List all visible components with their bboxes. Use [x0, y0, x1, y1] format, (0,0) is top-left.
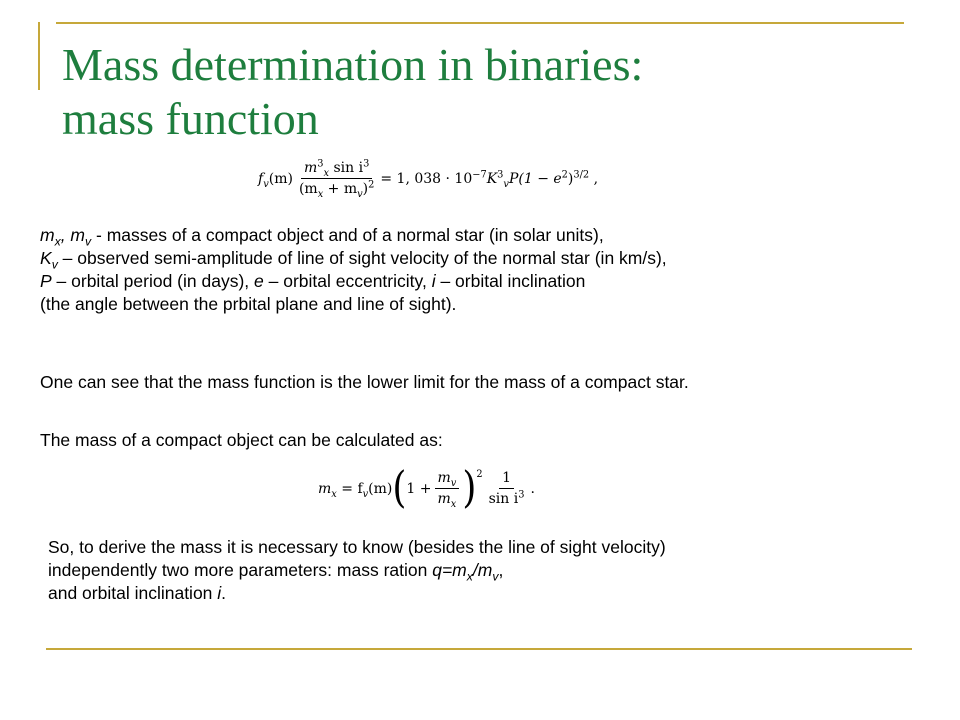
derivation-note	[48, 536, 666, 605]
lower-limit-note: One can see that the mass function is the lower limit for the mass of a compact star.	[40, 372, 689, 392]
title-line-2: mass function	[62, 93, 319, 144]
derivation-line-3: and orbital inclination i.	[48, 583, 227, 603]
calculation-intro: The mass of a compact object can be calculated as:	[40, 430, 443, 450]
derivation-line-1: So, to derive the mass it is necessary to know (besides the line of sight velocity)	[48, 537, 666, 557]
definition-orbit: P – orbital period (in days), e – orbital eccentricity, i – orbital inclination	[40, 271, 586, 291]
left-accent-bar	[38, 22, 40, 90]
definition-masses: $m_x$, $m_v$ - masses of a compact object and of a normal star (in solar units),	[40, 225, 604, 249]
top-divider	[56, 22, 904, 24]
mass-function-fraction: $\frac{m^3_x \sin i^3}{(m_x + m_v)^2}$	[298, 158, 375, 200]
mass-ratio-fraction: $\frac{m_v}{m_x}$	[435, 470, 460, 507]
bottom-divider	[46, 648, 912, 650]
definition-velocity: $K_v$ – observed semi-amplitude of line of sight velocity of the normal star (in km/s),	[40, 248, 667, 272]
inclination-fraction: $\frac{1}{\sin i^3}$	[488, 470, 525, 507]
compact-mass-equation: $m_x = f_v(m)$ ( 1 + $\frac{m_v}{m_x}$ ) $^2$ $\frac{1}{\sin i^3}$ .	[318, 463, 535, 513]
mass-function-equation: $f_v(m)$ $\frac{m^3_x \sin i^3}{(m_x + m_v)^2}$ = 1, $038 \cdot 10^{-7}K^3_vP(1 - e^2)^{3/2}$ ,	[258, 158, 599, 200]
definition-inclination-note: (the angle between the prbital plane and line of sight).	[40, 294, 457, 314]
derivation-line-2: independently two more parameters: mass ration $q=m_x/m_v$,	[48, 560, 504, 584]
slide-title	[62, 38, 643, 146]
variable-definitions	[40, 224, 667, 316]
title-line-1: Mass determination in binaries:	[62, 39, 644, 90]
